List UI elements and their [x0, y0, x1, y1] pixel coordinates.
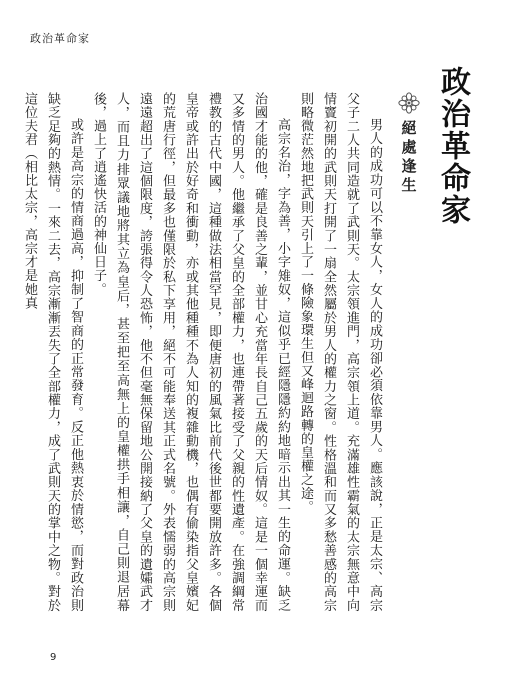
chapter-title: 政治革命家 — [435, 66, 470, 226]
flower-ornament-icon — [398, 92, 420, 114]
running-head: 政治革命家 — [30, 32, 90, 45]
page-number: 9 — [50, 652, 57, 663]
author-byline — [394, 92, 424, 196]
paragraph: 男人的成功可以不靠女人，女人的成功卻必須依靠男人。應該說，正是太宗、高宗父子二人共同造就了武則天。太宗領進門，高宗領上道。充滿雄性霸氣的太宗無意中向情竇初開的武則天打開了一扇全然屬於男人的權力之窗。性格溫和而又多愁善感的高宗則略微茫然地把武則天引上了一條險象環生但又峰迴路轉的皇權之途。 — [298, 92, 382, 612]
author-name: 絕處逢生 — [399, 120, 418, 196]
paragraph: 或許是高宗的情商過高，抑制了智商的正常發育。反正他熱衷於情慾，而對政治則缺乏足夠的熱情。一來二去，高宗漸漸丟失了全部權力，成了武則天的掌中之物。對於這位夫君（相比太宗，高宗才是她真 — [22, 92, 83, 612]
paragraph: 高宗名治，字為善，小字雉奴，這似乎已經隱隱約約地暗示出其一生的命運。缺乏治國才能的他，確是良善之輩，並甘心充當年長自己五歲的天后情奴。這是一個幸運而又多情的男人。他繼承了父皇的全部權力，也連帶著接受了父親的性遺產。在強調綱常禮教的古代中國，這種做法相當罕見，即便唐初的風氣比前代後世都要開放許多。各個皇帝或許出於好奇和衝動，亦或其他種種不為人知的複雜動機，也偶有偷染指父皇嬪妃的荒唐行徑，但最多也僅限於私下享用，絕不可能奉送其正式名號。外表懦弱的高宗則遠遠超出了這個限度，誇張得令人恐怖，他不但毫無保留地公開接納了父皇的遺孀武才人，而且力排眾議地將其立為皇后，甚至把至高無上的皇權拱手相讓，自己則退居幕後，過上了逍遙快活的神仙日子。 — [91, 92, 290, 612]
body-text — [22, 92, 386, 612]
